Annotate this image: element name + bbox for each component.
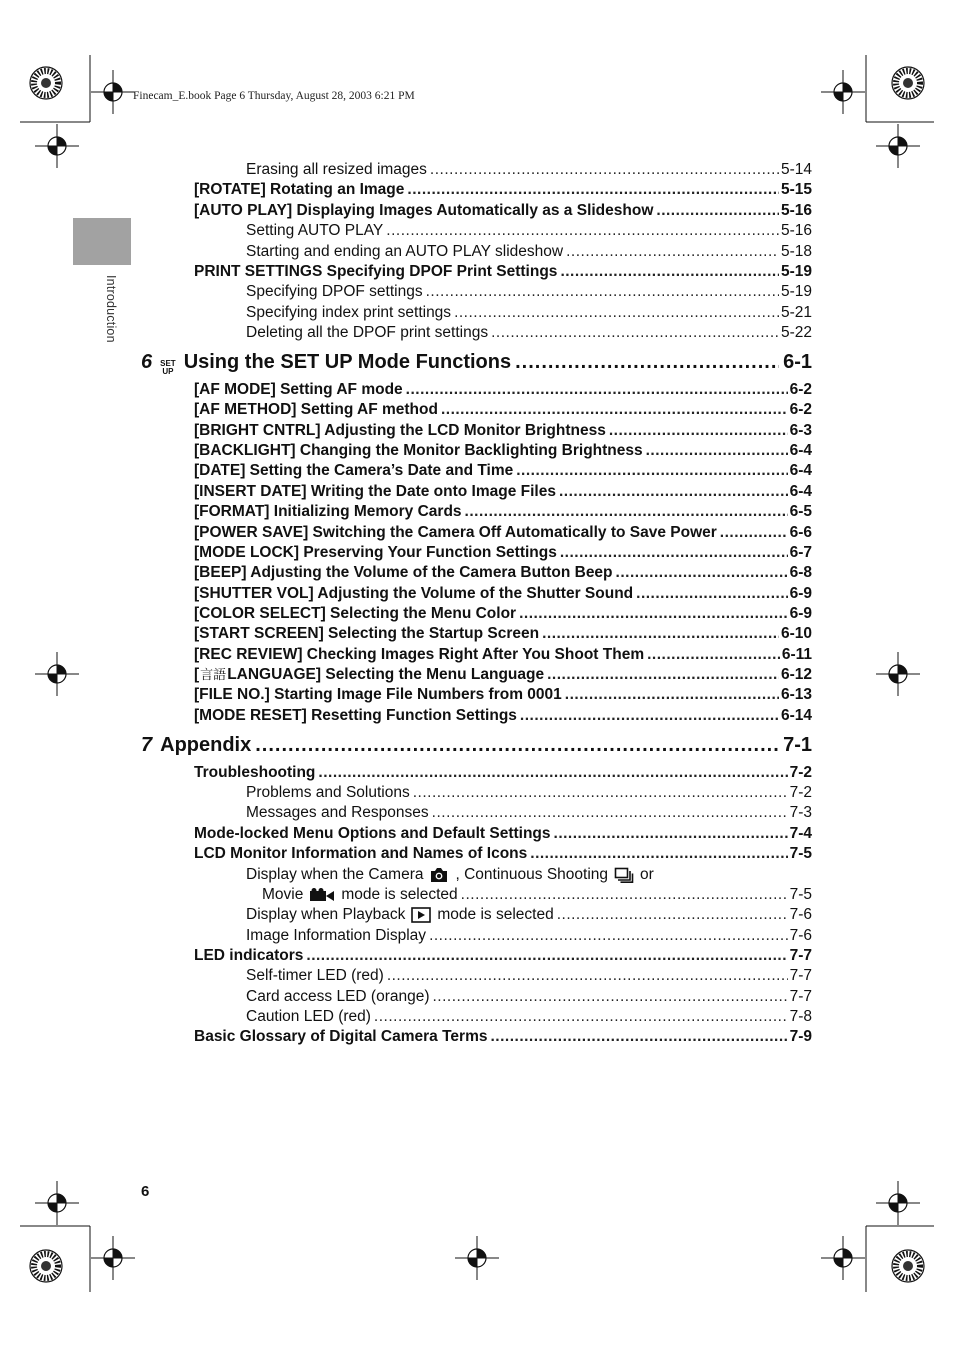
toc-entry-page: 7-7 (789, 947, 812, 964)
registration-star-icon (892, 67, 924, 99)
toc-entry-page: 7-7 (789, 988, 812, 1005)
toc-entry-text: [SHUTTER VOL] Adjusting the Volume of the Shutter Sound (194, 585, 634, 602)
toc-entry-text: [REC REVIEW] Checking Images Right After You Shoot Them (194, 646, 645, 663)
toc-entry-display-playback[interactable]: Display when Playback mode is selected ..... 7-6 (246, 905, 812, 925)
toc-entry-text: [BEEP] Adjusting the Volume of the Camera Button Beep (194, 564, 613, 581)
toc-entry-page: 6-9 (789, 605, 812, 622)
toc-entry-page: 6-4 (789, 462, 812, 479)
toc-entry-text: [MODE RESET] Resetting Function Settings (194, 707, 517, 724)
toc-entry-text: Erasing all resized images (246, 161, 427, 178)
toc-entry-page: 5-22 (780, 324, 812, 341)
chapter-page: 6-1 (783, 351, 812, 373)
registration-target-icon (35, 652, 79, 696)
toc-entry-page: 6-12 (780, 666, 812, 683)
registration-target-icon (91, 1236, 135, 1280)
toc-entry-text: [BRIGHT CNTRL] Adjusting the LCD Monitor Brightness (194, 422, 606, 439)
chapter-number: 7 (141, 734, 153, 756)
toc-entry-text: Troubleshooting (194, 764, 316, 781)
toc-entry-display-camera-line1[interactable]: Display when the Camera , Continuous Shooting or (246, 866, 654, 883)
toc-entry-page: 6-13 (780, 686, 812, 703)
registration-target-icon (91, 70, 135, 114)
toc-entry-page: 7-4 (789, 825, 812, 842)
registration-star-icon (30, 67, 62, 99)
toc-entry-page: 7-9 (789, 1028, 812, 1045)
toc-entry-page: 7-7 (789, 967, 812, 984)
toc-entry-text: Card access LED (orange) (246, 988, 430, 1005)
toc-entry-text: Setting AUTO PLAY (246, 222, 384, 239)
toc-entry-page: 7-2 (789, 764, 812, 781)
toc-entry-text: PRINT SETTINGS Specifying DPOF Print Settings (194, 263, 558, 280)
toc-entry-page: 6-9 (789, 585, 812, 602)
toc-entry-text: [FORMAT] Initializing Memory Cards (194, 503, 462, 520)
toc-entry-page: 5-21 (780, 304, 812, 321)
toc-entry-text: [POWER SAVE] Switching the Camera Off Automatically to Save Power (194, 524, 717, 541)
toc-entry-text: [AF MODE] Setting AF mode (194, 381, 403, 398)
registration-target-icon (455, 1236, 499, 1280)
toc-entry-page: 7-5 (789, 886, 812, 903)
toc-entry-text: [ROTATE] Rotating an Image (194, 181, 405, 198)
toc-entry-text: [AF METHOD] Setting AF method (194, 401, 438, 418)
page-number: 6 (141, 1183, 150, 1200)
toc-entry-page: 5-16 (780, 222, 812, 239)
toc-entry-page: 5-18 (780, 243, 812, 260)
toc-entry-page: 7-3 (789, 804, 812, 821)
registration-target-icon (876, 1181, 920, 1225)
toc-entry-page: 6-14 (780, 707, 812, 724)
chapter-page: 7-1 (783, 734, 812, 756)
toc-entry-page: 7-6 (789, 906, 812, 923)
language-icon: 言語 (200, 667, 227, 682)
toc-entry-page: 5-14 (780, 161, 812, 178)
registration-target-icon (876, 652, 920, 696)
registration-target-icon (821, 1236, 865, 1280)
toc-entry-page: 7-5 (789, 845, 812, 862)
toc-entry-page: 5-15 (780, 181, 812, 198)
registration-star-icon (892, 1250, 924, 1282)
toc-entry-text: [INSERT DATE] Writing the Date onto Image Files (194, 483, 556, 500)
toc-entry-text: [MODE LOCK] Preserving Your Function Settings (194, 544, 557, 561)
toc-entry-display-camera-line2[interactable]: Movie mode is selected ..... 7-5 (262, 885, 812, 905)
toc-entry-text: [BACKLIGHT] Changing the Monitor Backlighting Brightness (194, 442, 643, 459)
chapter-title: Appendix (160, 734, 252, 756)
toc-entry-text: Self-timer LED (red) (246, 967, 384, 984)
side-tab-label: Introduction (104, 275, 118, 343)
toc-entry-page: 6-2 (789, 381, 812, 398)
toc-entry-text: [FILE NO.] Starting Image File Numbers from 0001 (194, 686, 562, 703)
toc-entry-text: [AUTO PLAY] Displaying Images Automatically as a Slideshow (194, 202, 654, 219)
registration-target-icon (35, 1181, 79, 1225)
toc-entry-page: 5-19 (780, 263, 812, 280)
toc-entry-text: [START SCREEN] Selecting the Startup Screen (194, 625, 540, 642)
toc-entry-text: [COLOR SELECT] Selecting the Menu Color (194, 605, 517, 622)
toc-entry-page: 6-5 (789, 503, 812, 520)
toc-entry-text: Specifying index print settings (246, 304, 452, 321)
toc-entry-text: Specifying DPOF settings (246, 283, 423, 300)
toc-entry-page: 6-4 (789, 483, 812, 500)
setup-mode-icon: SET UP (160, 359, 176, 376)
print-header: Finecam_E.book Page 6 Thursday, August 28, 2003 6:21 PM (133, 90, 415, 102)
chapter-number: 6 (141, 351, 153, 373)
toc-entry-page: 7-2 (789, 784, 812, 801)
registration-target-icon (876, 124, 920, 168)
toc-entry-page: 6-2 (789, 401, 812, 418)
toc-entry-text: Deleting all the DPOF print settings (246, 324, 489, 341)
toc-entry-page: 6-8 (789, 564, 812, 581)
toc-entry-page: 6-3 (789, 422, 812, 439)
registration-star-icon (30, 1250, 62, 1282)
toc-entry-text: [DATE] Setting the Camera’s Date and Time (194, 462, 514, 479)
toc-entry-text: Mode-locked Menu Options and Default Settings (194, 825, 551, 842)
toc-entry-page: 5-19 (780, 283, 812, 300)
toc-entry-text: Image Information Display (246, 927, 427, 944)
toc-entry-page: 6-7 (789, 544, 812, 561)
toc-entry-page: 6-11 (781, 646, 812, 663)
toc-entry-page: 6-6 (789, 524, 812, 541)
registration-target-icon (821, 70, 865, 114)
toc-entry-page: 6-4 (789, 442, 812, 459)
toc-entry-page: 7-8 (789, 1008, 812, 1025)
toc-entry-page: 5-16 (780, 202, 812, 219)
toc-entry-text: Messages and Responses (246, 804, 429, 821)
toc-entry-page: 6-10 (780, 625, 812, 642)
toc-entry-text: Starting and ending an AUTO PLAY slideshow (246, 243, 564, 260)
toc-entry-text: Problems and Solutions (246, 784, 410, 801)
toc-entry-text: Caution LED (red) (246, 1008, 371, 1025)
toc-entry-text: [ 言語 LANGUAGE] Selecting the Menu Language (194, 666, 545, 683)
toc-entry-text: LED indicators (194, 947, 304, 964)
toc-entry-text: LCD Monitor Information and Names of Icons (194, 845, 528, 862)
toc-entry-page: 7-6 (789, 927, 812, 944)
toc-entry-text: Basic Glossary of Digital Camera Terms (194, 1028, 488, 1045)
chapter-title: Using the SET UP Mode Functions (183, 351, 512, 373)
registration-target-icon (35, 124, 79, 168)
